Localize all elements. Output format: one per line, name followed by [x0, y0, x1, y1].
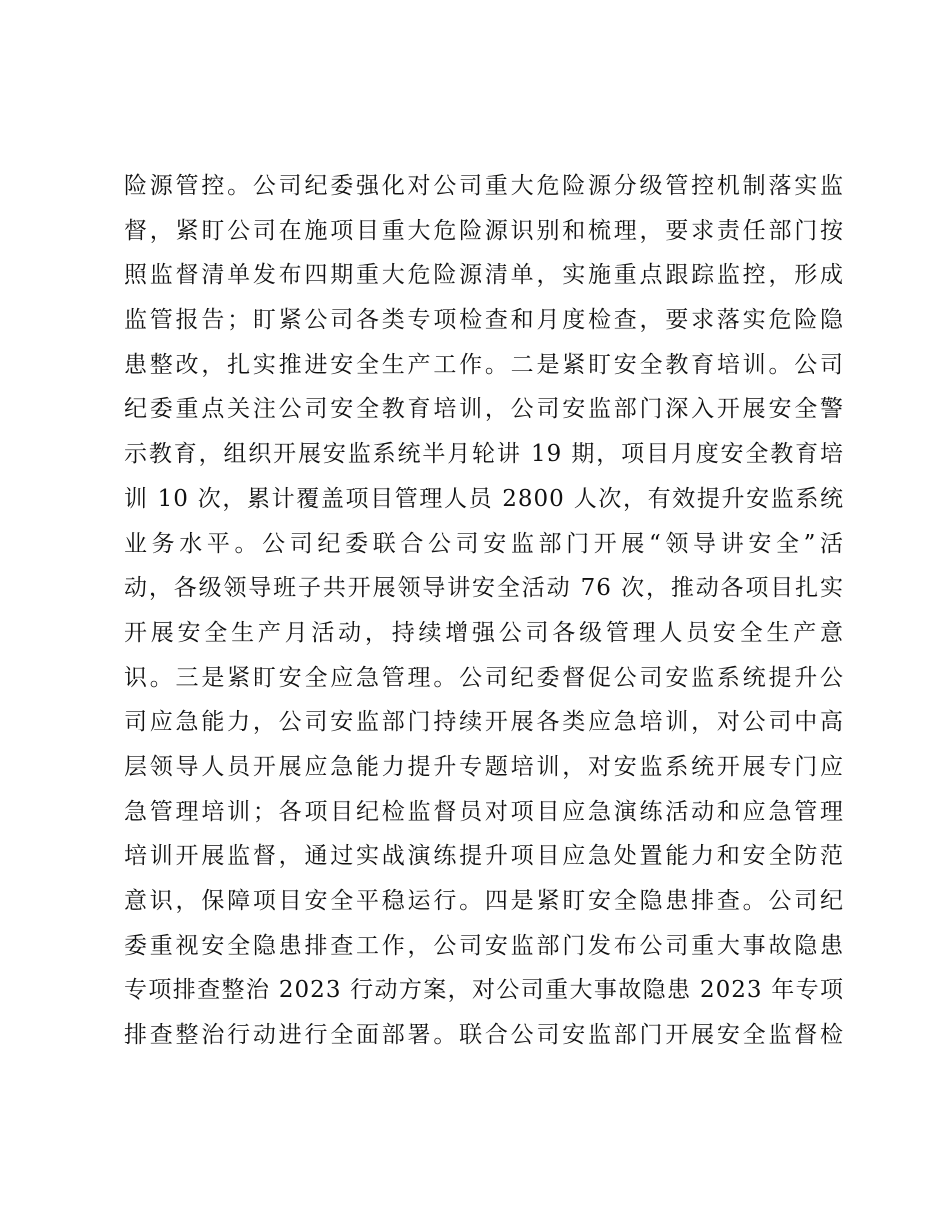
text-line: 层领导人员开展应急能力提升专题培训，对安监系统开展专门应 [124, 753, 844, 780]
text-line: 开展安全生产月活动，持续增强公司各级管理人员安全生产意 [124, 619, 844, 646]
text-line: 培训开展监督，通过实战演练提升项目应急处置能力和安全防范 [124, 843, 844, 870]
text-line: 识。三是紧盯安全应急管理。公司纪委督促公司安监系统提升公 [124, 664, 844, 691]
text-line: 照监督清单发布四期重大危险源清单，实施重点跟踪监控，形成 [124, 262, 844, 289]
text-line: 训 10 次，累计覆盖项目管理人员 2800 人次，有效提升安监系统 [124, 485, 844, 512]
text-line: 动，各级领导班子共开展领导讲安全活动 76 次，推动各项目扎实 [124, 575, 844, 602]
text-line: 业务水平。公司纪委联合公司安监部门开展“领导讲安全”活 [124, 530, 844, 557]
text-line: 险源管控。公司纪委强化对公司重大危险源分级管控机制落实监 [124, 173, 844, 199]
text-line: 排查整治行动进行全面部署。联合公司安监部门开展安全监督检 [124, 1022, 844, 1049]
text-line: 监管报告；盯紧公司各类专项检查和月度检查，要求落实危险隐 [124, 307, 844, 334]
text-line: 专项排查整治 2023 行动方案，对公司重大事故隐患 2023 年专项 [124, 977, 844, 1004]
text-line: 纪委重点关注公司安全教育培训，公司安监部门深入开展安全警 [124, 396, 844, 423]
text-line: 示教育，组织开展安监系统半月轮讲 19 期，项目月度安全教育培 [124, 441, 844, 468]
body-paragraph [124, 164, 844, 1058]
text-line: 急管理培训；各项目纪检监督员对项目应急演练活动和应急管理 [124, 798, 844, 825]
text-line: 委重视安全隐患排查工作，公司安监部门发布公司重大事故隐患 [124, 932, 844, 959]
text-line: 督，紧盯公司在施项目重大危险源识别和梳理，要求责任部门按 [124, 217, 844, 244]
text-line: 患整改，扎实推进安全生产工作。二是紧盯安全教育培训。公司 [124, 351, 844, 378]
text-line: 意识，保障项目安全平稳运行。四是紧盯安全隐患排查。公司纪 [124, 888, 844, 914]
text-line: 司应急能力，公司安监部门持续开展各类应急培训，对公司中高 [124, 709, 844, 736]
